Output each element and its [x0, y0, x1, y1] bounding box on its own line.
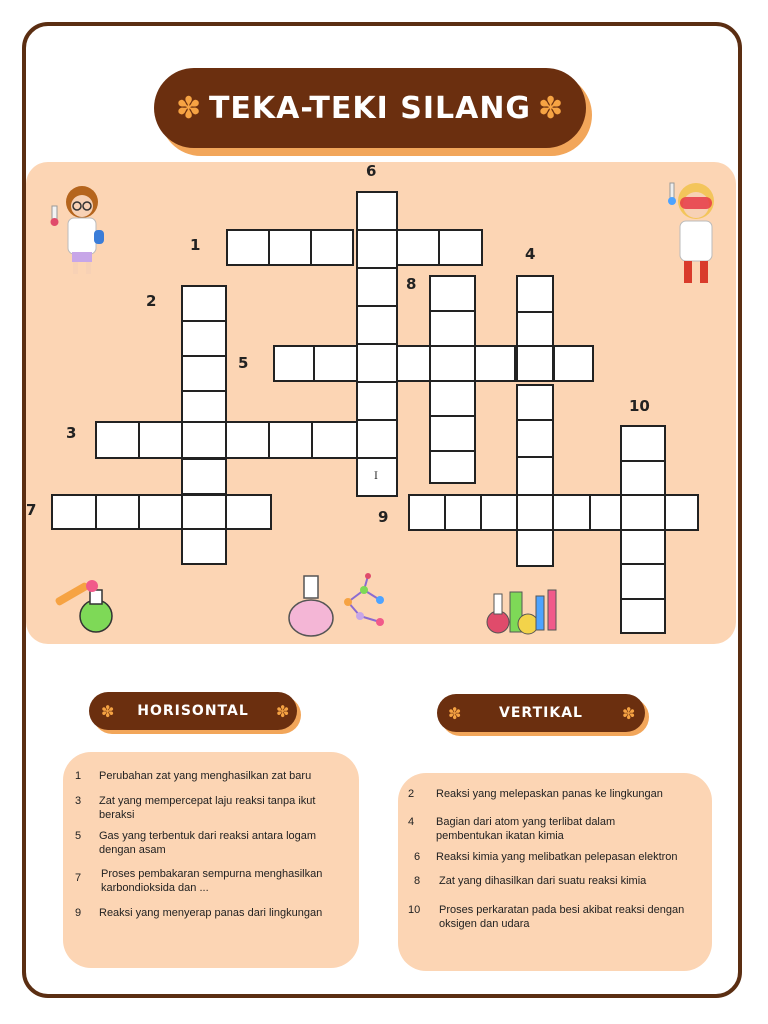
vertical-label: VERTIKAL — [499, 705, 583, 721]
grid-cell[interactable] — [408, 494, 446, 531]
flower-icon: ✽ — [176, 91, 202, 126]
grid-cell[interactable] — [95, 494, 140, 530]
grid-cell[interactable] — [396, 345, 431, 382]
grid-cell[interactable] — [356, 343, 398, 383]
grid-cell[interactable] — [516, 275, 554, 313]
grid-cell[interactable] — [226, 229, 270, 266]
grid-cell[interactable] — [181, 285, 227, 322]
grid-cell[interactable] — [589, 494, 622, 531]
clue-item — [408, 874, 698, 890]
grid-cell[interactable] — [181, 320, 227, 357]
grid-cell[interactable] — [620, 563, 666, 600]
grid-cell[interactable] — [225, 494, 272, 530]
clue-number-9: 9 — [378, 508, 389, 526]
grid-cell[interactable] — [268, 229, 312, 266]
clue-number-8: 8 — [406, 275, 417, 293]
grid-cell[interactable] — [429, 415, 476, 452]
clue-item — [75, 829, 345, 859]
grid-cell[interactable] — [396, 229, 440, 266]
grid-cell[interactable] — [480, 494, 518, 531]
grid-cell[interactable] — [620, 425, 666, 462]
clue-item — [408, 787, 698, 803]
clue-number: 2 — [408, 788, 415, 800]
grid-cell[interactable] — [444, 494, 482, 531]
grid-cell[interactable] — [311, 421, 358, 459]
grid-cell[interactable] — [429, 345, 476, 382]
grid-cell[interactable] — [429, 450, 476, 484]
grid-cell[interactable] — [268, 421, 313, 459]
grid-cell[interactable] — [356, 419, 398, 459]
clue-text: Reaksi yang menyerap panas dari lingkungan — [99, 907, 323, 919]
clue-item — [75, 867, 345, 897]
grid-cell[interactable] — [181, 528, 227, 565]
clue-text: Reaksi kimia yang melibatkan pelepasan elektron — [436, 851, 678, 863]
clue-number: 1 — [75, 770, 82, 782]
grid-cell[interactable] — [356, 229, 398, 269]
clue-number-4: 4 — [525, 245, 536, 263]
grid-cell[interactable] — [620, 494, 666, 531]
clue-number-2: 2 — [146, 292, 157, 310]
grid-cell[interactable] — [516, 494, 554, 531]
grid-cell[interactable] — [356, 305, 398, 345]
clue-item — [75, 794, 345, 824]
grid-cell[interactable] — [181, 421, 227, 459]
clue-number-7: 7 — [26, 501, 37, 519]
clue-number-1: 1 — [190, 236, 201, 254]
grid-cell[interactable] — [620, 529, 666, 565]
cell-mark: I — [374, 471, 378, 482]
grid-cell[interactable] — [516, 456, 554, 496]
grid-cell[interactable] — [181, 355, 227, 392]
grid-cell[interactable] — [553, 345, 594, 382]
clue-number-6: 6 — [366, 162, 377, 180]
clue-number-3: 3 — [66, 424, 77, 442]
flower-icon: ✽ — [276, 702, 290, 721]
flower-icon: ✽ — [622, 704, 636, 723]
clue-number: 3 — [75, 795, 82, 807]
clue-text: Perubahan zat yang menghasilkan zat baru — [99, 770, 312, 782]
clue-text: Bagian dari atom yang terlibat dalam pembentukan ikatan kimia — [436, 816, 616, 842]
grid-cell[interactable] — [310, 229, 354, 266]
grid-cell[interactable] — [429, 310, 476, 347]
clue-number: 6 — [414, 851, 421, 863]
page-title: TEKA-TEKI SILANG — [208, 90, 532, 126]
grid-cell[interactable] — [429, 380, 476, 417]
clue-number-5: 5 — [238, 354, 249, 372]
grid-cell[interactable] — [474, 345, 516, 382]
flask-illustration — [52, 576, 118, 634]
grid-cell[interactable] — [356, 381, 398, 421]
clue-text: Zat yang dihasilkan dari suatu reaksi kimia — [439, 875, 647, 887]
clue-number: 5 — [75, 830, 82, 842]
grid-cell[interactable] — [95, 421, 140, 459]
grid-cell[interactable] — [438, 229, 483, 266]
clue-number-10: 10 — [629, 397, 650, 415]
lab-glassware-illustration — [484, 586, 562, 636]
grid-cell[interactable] — [429, 275, 476, 312]
clue-item — [75, 769, 345, 785]
horizontal-header — [89, 692, 297, 730]
grid-cell[interactable] — [356, 191, 398, 231]
clue-number: 8 — [414, 875, 421, 887]
grid-cell[interactable] — [181, 458, 227, 495]
grid-cell[interactable] — [516, 384, 554, 421]
grid-cell[interactable] — [273, 345, 315, 382]
molecule-flask-illustration — [284, 572, 392, 638]
grid-cell[interactable] — [552, 494, 591, 531]
clue-number: 9 — [75, 907, 82, 919]
clue-text: Proses perkaratan pada besi akibat reaksi dengan oksigen dan udara — [439, 904, 685, 930]
grid-cell[interactable] — [181, 494, 227, 530]
clue-number: 7 — [75, 872, 82, 884]
clue-number: 10 — [408, 904, 421, 916]
clue-item — [408, 815, 698, 845]
grid-cell[interactable] — [620, 460, 666, 496]
flower-icon: ✽ — [448, 704, 462, 723]
grid-cell[interactable] — [516, 345, 554, 382]
grid-cell[interactable] — [620, 598, 666, 634]
grid-cell[interactable] — [313, 345, 358, 382]
horizontal-label: HORISONTAL — [137, 703, 249, 719]
clue-text: Reaksi yang melepaskan panas ke lingkungan — [436, 788, 663, 800]
vertical-header — [437, 694, 645, 732]
grid-cell[interactable] — [225, 421, 270, 459]
clue-number: 4 — [408, 816, 415, 828]
title-banner — [154, 68, 586, 148]
clue-item — [75, 906, 345, 922]
grid-cell[interactable] — [138, 494, 183, 530]
grid-cell[interactable] — [356, 267, 398, 307]
grid-cell[interactable] — [516, 311, 554, 347]
grid-cell[interactable] — [664, 494, 699, 531]
clue-item — [408, 850, 698, 866]
clue-item — [408, 903, 704, 933]
clue-text: Gas yang terbentuk dari reaksi antara logam dengan asam — [99, 830, 317, 856]
clue-text: Proses pembakaran sempurna menghasilkan karbondioksida dan ... — [101, 868, 323, 894]
grid-cell[interactable] — [51, 494, 97, 530]
flower-icon: ✽ — [101, 702, 115, 721]
flower-icon: ✽ — [538, 91, 564, 126]
clue-text: Zat yang mempercepat laju reaksi tanpa ikut beraksi — [99, 795, 316, 821]
grid-cell[interactable] — [516, 529, 554, 567]
grid-cell[interactable] — [516, 419, 554, 458]
scientist-girl-illustration — [46, 180, 110, 280]
grid-cell[interactable] — [138, 421, 183, 459]
grid-cell-marked[interactable] — [356, 457, 398, 497]
scientist-boy-illustration — [660, 175, 730, 295]
